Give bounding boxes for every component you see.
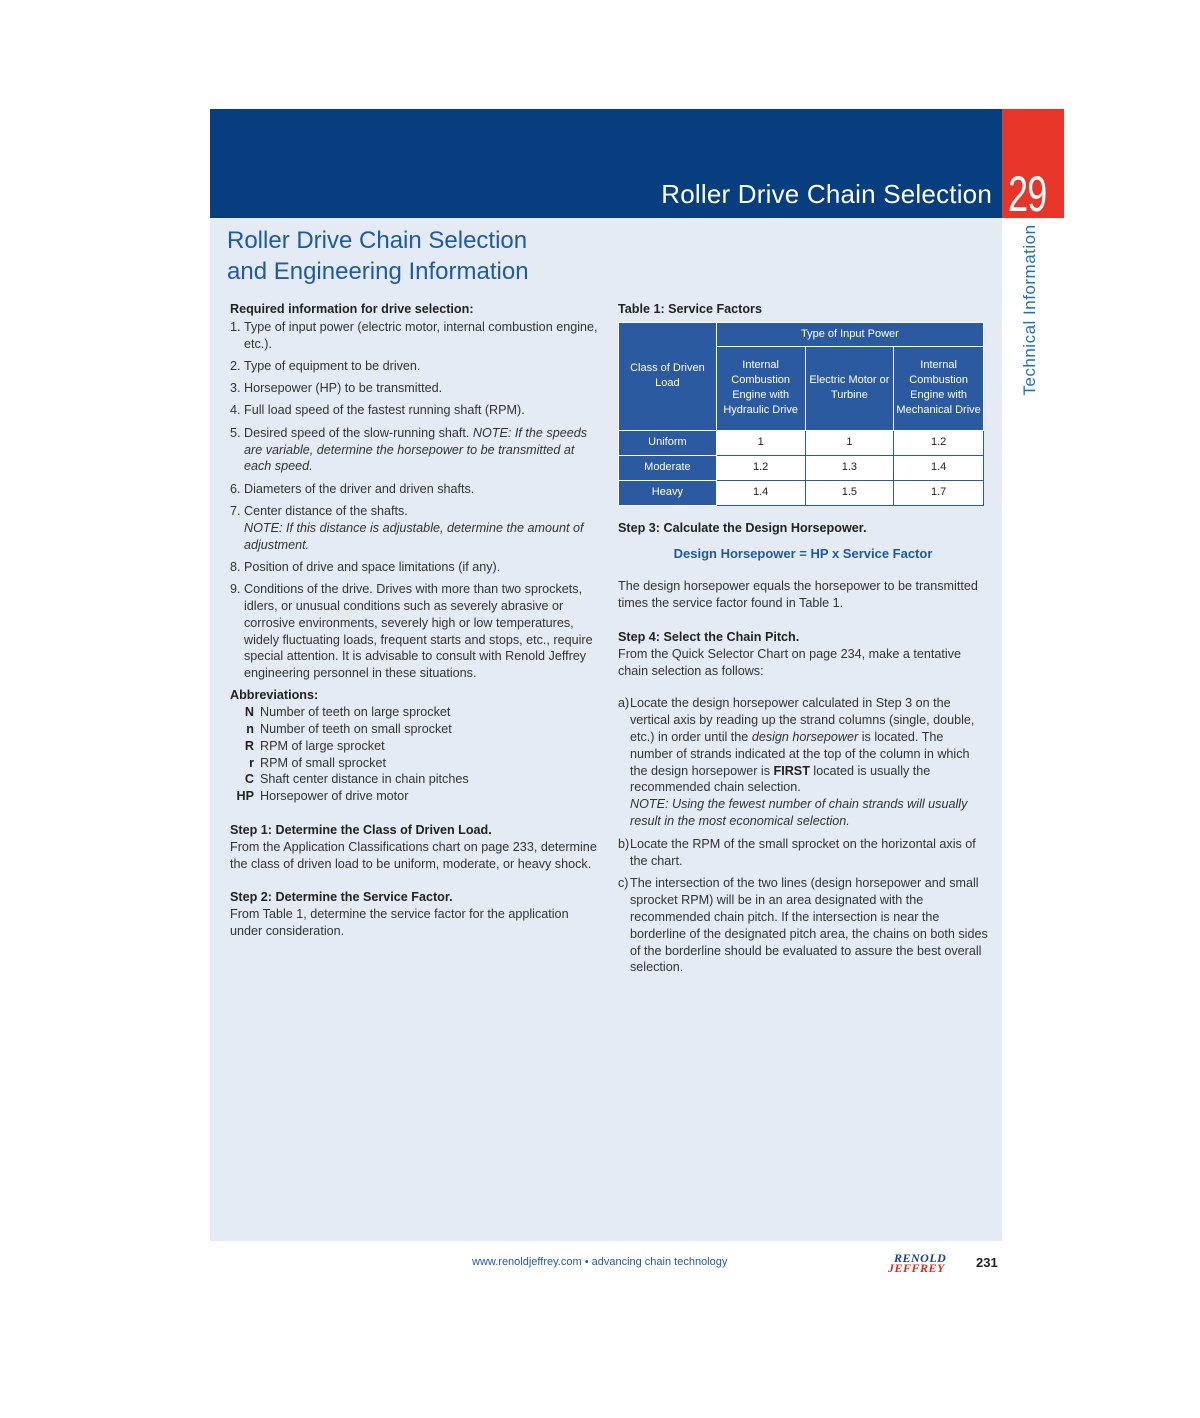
table-cell: 1 bbox=[716, 430, 805, 455]
page-number: 231 bbox=[976, 1255, 998, 1270]
list-item: 5. Desired speed of the slow-running shaft. NOTE: If the speeds are variable, determine the horsepower to be transmitted at each speed. bbox=[230, 425, 588, 474]
table-cell: 1.2 bbox=[894, 430, 984, 455]
renold-jeffrey-logo: RENOLD JEFFREY bbox=[888, 1251, 947, 1275]
list-item: c) The intersection of the two lines (design horsepower and small sprocket RPM) will be in an area designated with the recommended chain pitch. If the intersection is near the borderline of the designated pitch area, the chains on both sides of the borderline should be evaluated to assure the best overall selection. bbox=[618, 876, 988, 975]
step1-heading: Step 1: Determine the Class of Driven Load. bbox=[230, 823, 492, 838]
item-note: NOTE: If this distance is adjustable, determine the amount of adjustment. bbox=[244, 520, 584, 552]
footer-website-link[interactable]: www.renoldjeffrey.com • advancing chain technology bbox=[472, 1256, 728, 1268]
class-header: Class of Driven Load bbox=[619, 322, 717, 430]
required-list bbox=[230, 319, 602, 682]
list-item: 2. Type of equipment to be driven. bbox=[230, 358, 421, 373]
left-column bbox=[230, 301, 602, 940]
table-title: Table 1: Service Factors bbox=[618, 302, 762, 316]
table-cell: 1.2 bbox=[716, 455, 805, 480]
column-header: Electric Motor or Turbine bbox=[805, 346, 894, 430]
page-title bbox=[227, 225, 529, 287]
list-item: 3. Horsepower (HP) to be transmitted. bbox=[230, 381, 443, 396]
chapter-number: 29 bbox=[1008, 166, 1047, 222]
table-cell: 1.5 bbox=[805, 480, 894, 505]
step2-text: From Table 1, determine the service factor for the application under consideration. bbox=[230, 907, 569, 938]
step2-section bbox=[230, 889, 602, 939]
abbreviation-row: C Shaft center distance in chain pitches bbox=[244, 772, 469, 787]
list-item: a) Locate the design horsepower calculated in Step 3 on the vertical axis by reading up the strand columns (single, double, etc.) in order until the design horsepower is located. The number of strands indicated at the top of the column in which the design horsepower is FIRST located is usually the recommended chain selection. NOTE: Using the fewest number of chain strands will usually result in the most economical selection. bbox=[618, 696, 975, 828]
step4-list bbox=[618, 695, 988, 976]
step2-heading: Step 2: Determine the Service Factor. bbox=[230, 890, 453, 905]
column-header: Internal Combustion Engine with Mechanical Drive bbox=[894, 346, 984, 430]
group-header: Type of Input Power bbox=[716, 322, 983, 346]
list-item: b) Locate the RPM of the small sprocket on the horizontal axis of the chart. bbox=[618, 836, 976, 868]
table-cell: 1.3 bbox=[805, 455, 894, 480]
step3-heading: Step 3: Calculate the Design Horsepower. bbox=[618, 520, 867, 535]
row-header: Heavy bbox=[619, 480, 717, 505]
abbreviation-row: HP Horsepower of drive motor bbox=[236, 789, 409, 804]
list-item: 6. Diameters of the driver and driven shafts. bbox=[230, 481, 475, 496]
column-header: Internal Combustion Engine with Hydraulic Drive bbox=[716, 346, 805, 430]
abbreviations-heading: Abbreviations: bbox=[230, 688, 319, 703]
step4-section bbox=[618, 629, 988, 976]
header-bar bbox=[210, 109, 1002, 218]
abbreviation-row: r RPM of small sprocket bbox=[249, 755, 386, 770]
step1-text: From the Application Classifications chart on page 233, determine the class of driven load to be uniform, moderate, or heavy shock. bbox=[230, 839, 597, 871]
required-heading: Required information for drive selection: bbox=[230, 302, 474, 316]
item-note: NOTE: Using the fewest number of chain strands will usually result in the most economical selection. bbox=[630, 797, 968, 828]
step4-text: From the Quick Selector Chart on page 234, make a tentative chain selection as follows: bbox=[618, 646, 962, 678]
table-cell: 1 bbox=[805, 430, 894, 455]
abbreviations-list bbox=[230, 704, 602, 805]
list-item: 4. Full load speed of the fastest running shaft (RPM). bbox=[230, 403, 525, 418]
item-note: NOTE: If the speeds are variable, determine the horsepower to be transmitted at each speed. bbox=[244, 425, 588, 474]
step3-text: The design horsepower equals the horsepower to be transmitted times the service factor found in Table 1. bbox=[618, 579, 978, 611]
table-row bbox=[619, 430, 984, 455]
abbreviation-row: n Number of teeth on small sprocket bbox=[246, 722, 452, 737]
list-item: 1. Type of input power (electric motor, internal combustion engine, etc.). bbox=[230, 319, 598, 351]
abbreviation-row: N Number of teeth on large sprocket bbox=[244, 705, 451, 720]
step3-section bbox=[618, 520, 988, 612]
row-header: Uniform bbox=[619, 430, 717, 455]
design-horsepower-formula: Design Horsepower = HP x Service Factor bbox=[673, 545, 933, 561]
page-title-line2: and Engineering Information bbox=[227, 258, 529, 285]
table-cell: 1.7 bbox=[894, 480, 984, 505]
right-column bbox=[618, 301, 988, 976]
header-title: Roller Drive Chain Selection bbox=[661, 179, 992, 209]
list-item: 8. Position of drive and space limitations (if any). bbox=[230, 559, 501, 574]
table-row bbox=[619, 455, 984, 480]
page-title-line1: Roller Drive Chain Selection bbox=[227, 227, 528, 254]
chapter-tab bbox=[1002, 109, 1064, 222]
step4-heading: Step 4: Select the Chain Pitch. bbox=[618, 629, 800, 644]
service-factors-table bbox=[618, 322, 984, 506]
side-section-label: Technical Information bbox=[1020, 224, 1039, 396]
step1-section bbox=[230, 822, 602, 872]
table-row bbox=[619, 480, 984, 505]
list-item: 7. Center distance of the shafts. NOTE: If this distance is adjustable, determine the amount of adjustment. bbox=[230, 503, 584, 552]
row-header: Moderate bbox=[619, 455, 717, 480]
table-cell: 1.4 bbox=[716, 480, 805, 505]
list-item: 9. Conditions of the drive. Drives with more than two sprockets, idlers, or unusual conditions such as severely abrasive or corrosive environments, severely high or low temperatures, widely fluctuating loads, frequent starts and stops, etc., require special attention. It is advisable to consult with Renold Jeffrey engineering personnel in these situations. bbox=[230, 582, 593, 681]
abbreviation-row: R RPM of large sprocket bbox=[244, 738, 385, 753]
table-cell: 1.4 bbox=[894, 455, 984, 480]
